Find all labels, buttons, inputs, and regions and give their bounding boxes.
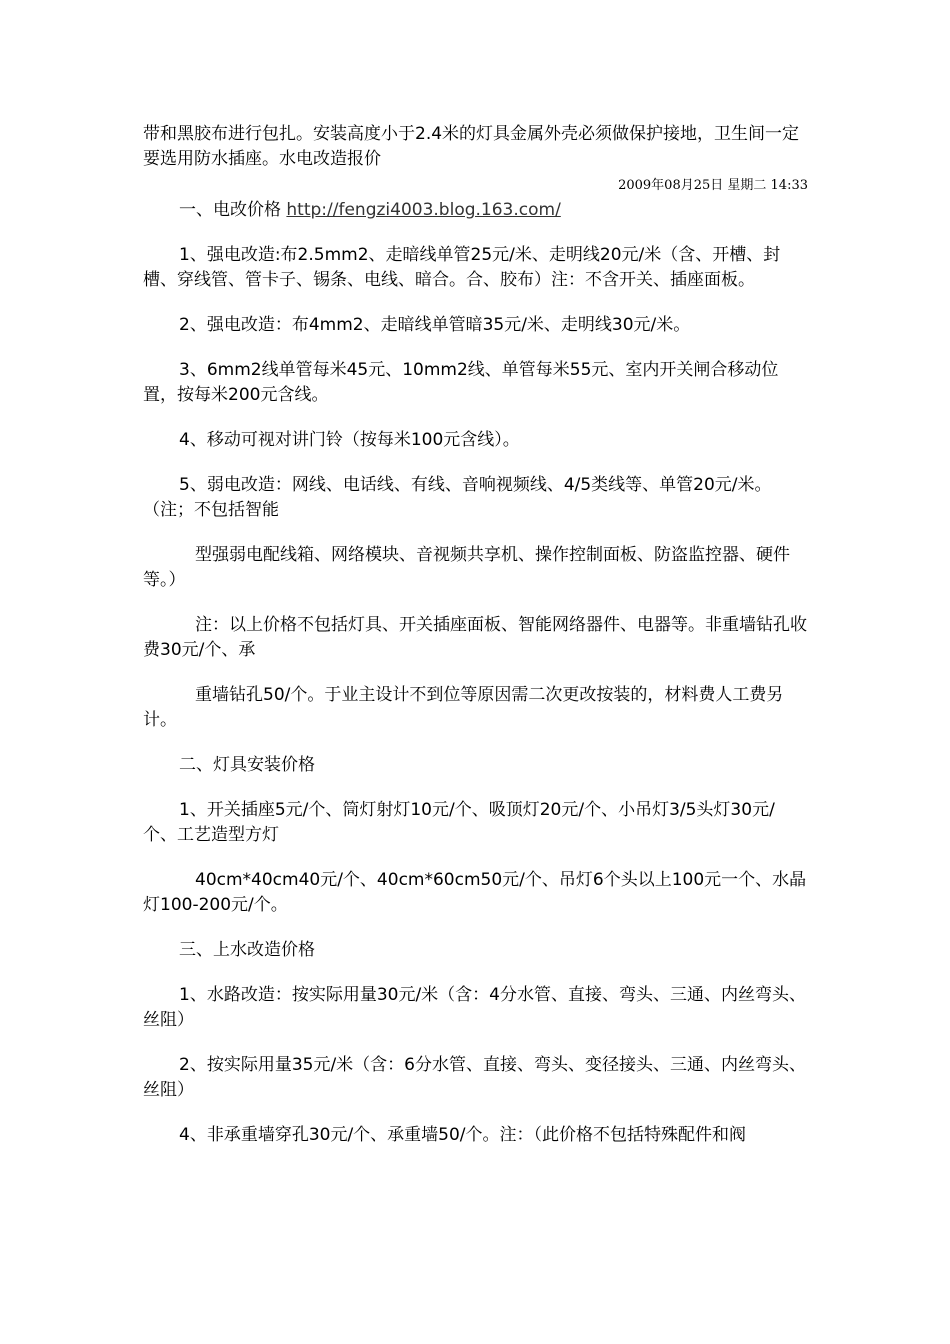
list-item: 1、强电改造:布2.5mm2、走暗线单管25元/米、走明线20元/米（含、开槽、封槽、穿线管、管卡子、锡条、电线、暗合。合、胶布）注：不含开关、插座面板。 (143, 245, 781, 290)
list-item: 4、移动可视对讲门铃（按每米100元含线）。 (179, 430, 520, 450)
list-item: 40cm*40cm40元/个、40cm*60cm50元/个、吊灯6个头以上100元一个、水晶灯100-200元/个。 (143, 870, 807, 915)
post-date: 2009年08月25日 星期二 14:33 (618, 178, 808, 193)
blog-link[interactable]: http://fengzi4003.blog.163.com/ (286, 200, 561, 220)
list-item: 4、非承重墙穿孔30元/个、承重墙50/个。注：（此价格不包括特殊配件和阀 (179, 1125, 747, 1145)
note-paragraph: 注：以上价格不包括灯具、开关插座面板、智能网络器件、电器等。非重墙钻孔收费30元/个、承 (143, 615, 807, 660)
list-item: 2、按实际用量35元/米（含：6分水管、直接、弯头、变径接头、三通、内丝弯头、丝阻） (143, 1055, 806, 1100)
intro-paragraph: 带和黑胶布进行包扎。安装高度小于2.4米的灯具金属外壳必须做保护接地，卫生间一定要选用防水插座。水电改造报价 (143, 124, 800, 169)
section-heading-water: 三、上水改造价格 (179, 940, 315, 960)
document-page (143, 122, 808, 1148)
list-item: 2、强电改造：布4mm2、走暗线单管暗35元/米、走明线30元/米。 (179, 315, 691, 335)
list-item: 型强弱电配线箱、网络模块、音视频共享机、操作控制面板、防盗监控器、硬件等。） (143, 545, 790, 590)
list-item: 1、开关插座5元/个、筒灯射灯10元/个、吸顶灯20元/个、小吊灯3/5头灯30元/个、工艺造型方灯 (143, 800, 775, 845)
note-paragraph: 重墙钻孔50/个。于业主设计不到位等原因需二次更改按装的，材料费人工费另计。 (143, 685, 784, 730)
list-item: 1、水路改造：按实际用量30元/米（含：4分水管、直接、弯头、三通、内丝弯头、丝阻） (143, 985, 806, 1030)
section-heading-lighting: 二、灯具安装价格 (179, 755, 315, 775)
section-heading-electric (143, 198, 808, 223)
section-heading-electric-text: 一、电改价格 (179, 200, 287, 220)
list-item: 3、6mm2线单管每米45元、10mm2线、单管每米55元、室内开关闸合移动位置，按每米200元含线。 (143, 360, 779, 405)
list-item: 5、弱电改造：网线、电话线、有线、音响视频线、4/5类线等、单管20元/米。（注；不包括智能 (143, 475, 772, 520)
